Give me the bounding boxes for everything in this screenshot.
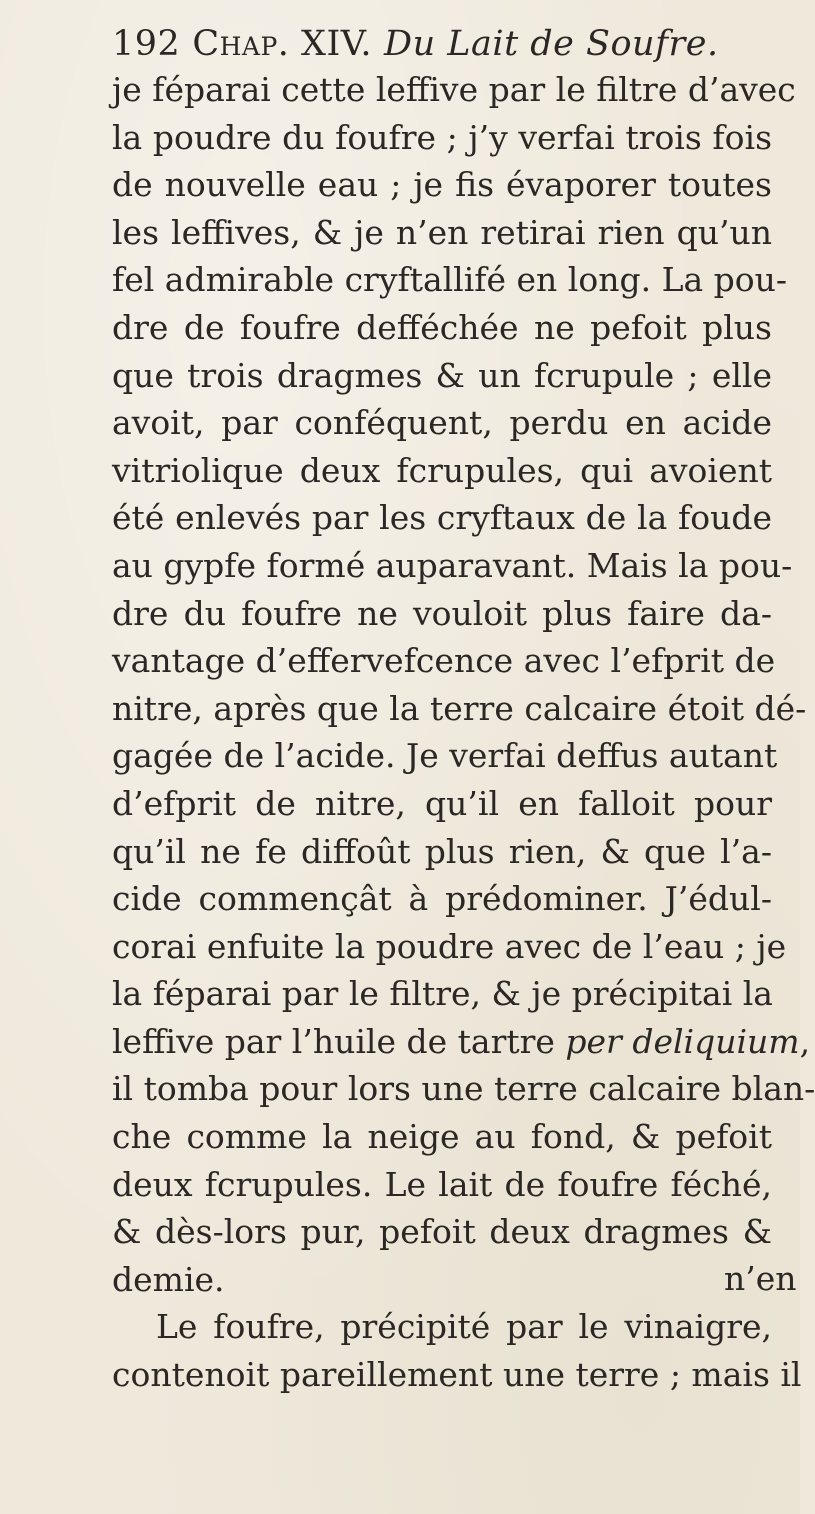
text-line: deux fcrupules. Le lait de foufre féché, [112, 1164, 772, 1204]
catchword: n’en [724, 1259, 797, 1298]
running-title: Du Lait de Soufre. [384, 24, 719, 64]
text-line: che comme la neige au fond, & pefoit [112, 1117, 772, 1157]
text-line: d’efprit de nitre, qu’il en falloit pour [112, 783, 772, 823]
chapter-label: Chap. XIV. [192, 24, 373, 64]
text-line: leffive par l’huile de tartre per deliquium, [112, 1021, 811, 1061]
text-line: qu’il ne fe diffoût plus rien, & que l’a- [112, 831, 772, 871]
text-line: nitre, après que la terre calcaire étoit dé- [112, 688, 807, 728]
text-line: Le foufre, précipité par le vinaigre, [156, 1307, 772, 1347]
text-line: gagée de l’acide. Je verfai deffus autant [112, 736, 778, 776]
text-line: fel admirable cryftallifé en long. La pou- [112, 260, 788, 300]
running-header [112, 22, 719, 66]
body-text [112, 66, 815, 1399]
text-line: cide commençât à prédominer. J’édul- [112, 879, 772, 919]
text-line: la féparai par le filtre, & je précipitai la [112, 974, 773, 1014]
text-line: demie. [112, 1259, 225, 1299]
text-line: contenoit pareillement une terre ; mais il [112, 1355, 802, 1395]
text-line: été enlevés par les cryftaux de la foude [112, 498, 772, 538]
text-line: & dès-lors pur, pefoit deux dragmes & [112, 1212, 772, 1252]
text-line: au gypfe formé auparavant. Mais la pou- [112, 545, 793, 585]
text-line: avoit, par conféquent, perdu en acide [112, 403, 772, 443]
text-line: vantage d’effervefcence avec l’efprit de [112, 641, 776, 681]
text-line: dre de foufre defféchée ne pefoit plus [112, 307, 772, 347]
text-line: vitriolique deux fcrupules, qui avoient [112, 450, 772, 490]
text-line: la poudre du foufre ; j’y verfai trois fois [112, 117, 772, 157]
text-line: de nouvelle eau ; je fis évaporer toutes [112, 165, 772, 205]
text-line: dre du foufre ne vouloit plus faire da- [112, 593, 772, 633]
page-number: 192 [112, 24, 181, 64]
text-line: que trois dragmes & un fcrupule ; elle [112, 355, 772, 395]
text-line: je féparai cette leffive par le filtre d’avec [112, 70, 796, 109]
text-line: il tomba pour lors une terre calcaire blan- [112, 1069, 815, 1109]
text-line: corai enfuite la poudre avec de l’eau ; je [112, 926, 787, 966]
text-line: les leffives, & je n’en retirai rien qu’un [112, 212, 772, 252]
